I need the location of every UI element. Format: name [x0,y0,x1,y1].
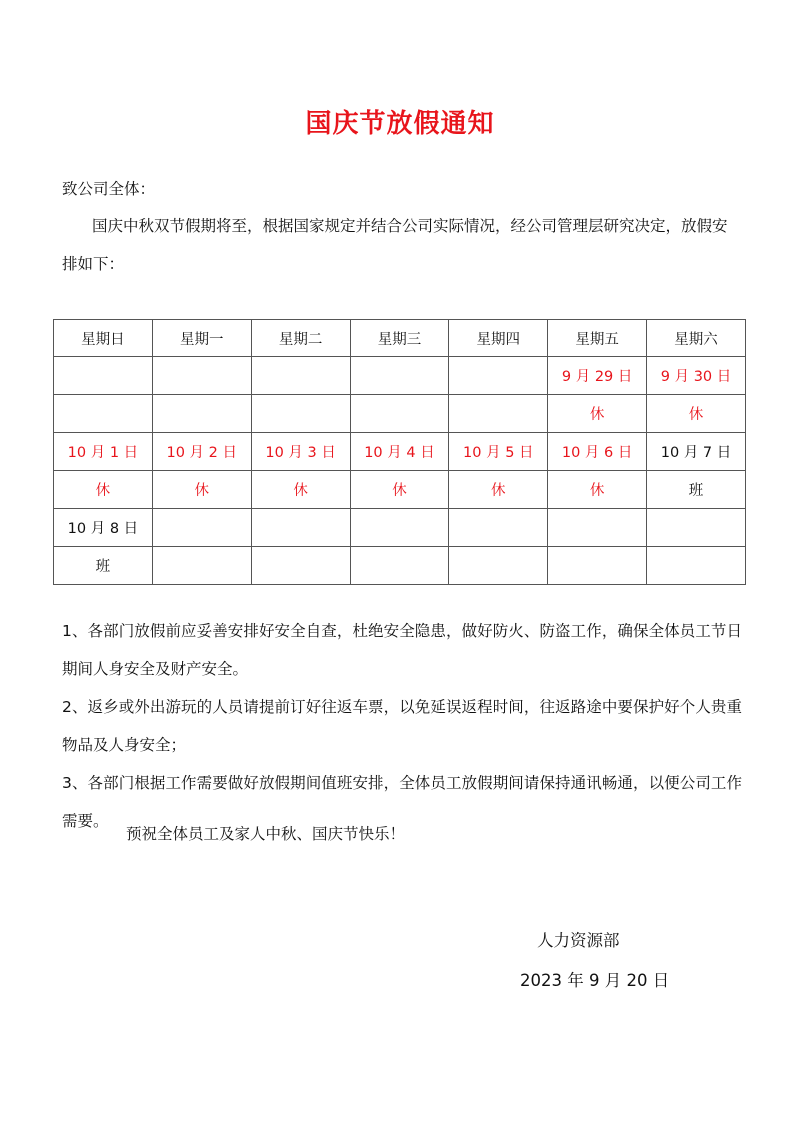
date-cell [647,509,746,547]
signature-date: 2023 年 9 月 20 日 [520,971,670,990]
date-cell [548,509,647,547]
week1-status-row [54,395,746,433]
date-cell [350,509,449,547]
weekday-header-row [54,320,746,357]
status-cell [449,547,548,585]
holiday-calendar-table [53,319,746,585]
intro-text: 国庆中秋双节假期将至，根据国家规定并结合公司实际情况，经公司管理层研究决定，放假安排如下： [62,217,728,273]
date-cell [152,357,251,395]
date-cell [449,509,548,547]
status-cell-holiday: 休 [647,395,746,433]
date-cell-sep29: 9 月 29 日 [548,357,647,395]
note-item: 1、各部门放假前应妥善安排好安全自查，杜绝安全隐患，做好防火、防盗工作，确保全体员工节日期间人身安全及财产安全。 [62,622,742,678]
date-cell-oct2: 10 月 2 日 [152,433,251,471]
page-title: 国庆节放假通知 [305,109,495,139]
weekday-header-cell: 星期日 [54,320,153,357]
date-cell [54,357,153,395]
status-cell [152,547,251,585]
week3-status-row [54,547,746,585]
date-cell-oct8: 10 月 8 日 [54,509,153,547]
status-cell-holiday: 休 [54,471,153,509]
date-cell [251,509,350,547]
status-cell [251,395,350,433]
date-cell-oct5: 10 月 5 日 [449,433,548,471]
week2-date-row [54,433,746,471]
status-cell-holiday: 休 [350,471,449,509]
status-cell-holiday: 休 [152,471,251,509]
status-cell-holiday: 休 [548,395,647,433]
note-item: 3、各部门根据工作需要做好放假期间值班安排，全体员工放假期间请保持通讯畅通，以便公司工作需要。 [62,774,742,830]
weekday-header-cell: 星期四 [449,320,548,357]
date-cell-oct3: 10 月 3 日 [251,433,350,471]
date-cell-oct1: 10 月 1 日 [54,433,153,471]
date-cell-oct4: 10 月 4 日 [350,433,449,471]
status-cell-holiday: 休 [548,471,647,509]
status-cell [54,395,153,433]
date-cell [251,357,350,395]
salutation: 致公司全体： [62,180,156,198]
weekday-header-cell: 星期三 [350,320,449,357]
intro-paragraph [62,207,742,283]
status-cell-holiday: 休 [251,471,350,509]
date-cell-sep30: 9 月 30 日 [647,357,746,395]
weekday-header-cell: 星期一 [152,320,251,357]
notes-section [62,612,742,840]
weekday-header-cell: 星期二 [251,320,350,357]
date-cell [449,357,548,395]
status-cell-holiday: 休 [449,471,548,509]
status-cell-workday: 班 [647,471,746,509]
status-cell [449,395,548,433]
week1-date-row [54,357,746,395]
date-cell-oct6: 10 月 6 日 [548,433,647,471]
date-cell [350,357,449,395]
status-cell [548,547,647,585]
status-cell-workday: 班 [54,547,153,585]
note-item: 2、返乡或外出游玩的人员请提前订好往返车票，以免延误返程时间，往返路途中要保护好个人贵重物品及人身安全； [62,698,742,754]
date-cell-oct7: 10 月 7 日 [647,433,746,471]
weekday-header-cell: 星期六 [647,320,746,357]
status-cell [152,395,251,433]
status-cell [251,547,350,585]
status-cell [647,547,746,585]
date-cell [152,509,251,547]
week3-date-row [54,509,746,547]
status-cell [350,395,449,433]
signature-department: 人力资源部 [537,931,620,950]
weekday-header-cell: 星期五 [548,320,647,357]
week2-status-row [54,471,746,509]
status-cell [350,547,449,585]
holiday-wish: 预祝全体员工及家人中秋、国庆节快乐！ [126,825,406,843]
